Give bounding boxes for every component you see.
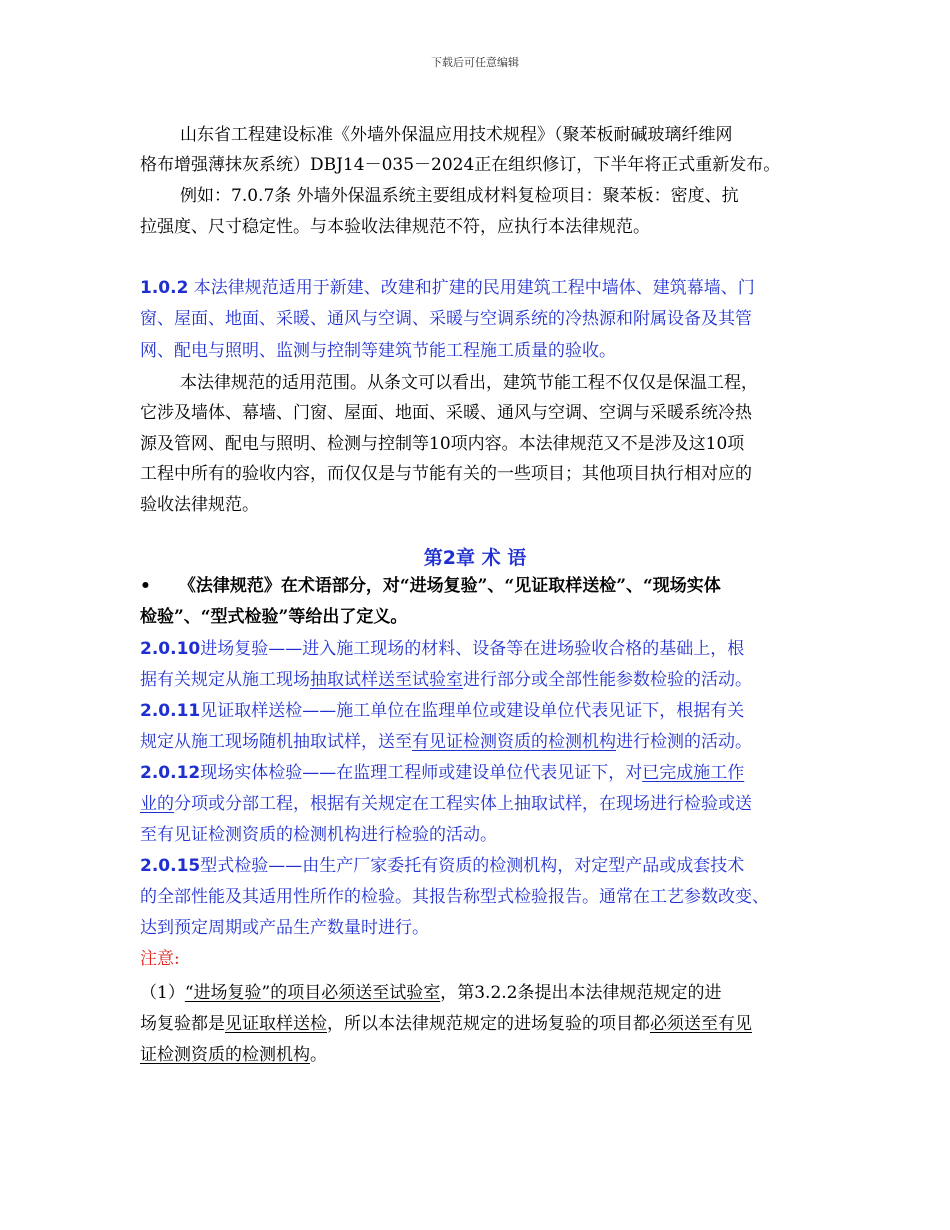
clause-text: 现场实体检验——在监理工程师或建设单位代表见证下，对 <box>200 763 643 783</box>
note-text: （1） <box>140 983 185 1003</box>
clause-2-0-15-line: 达到预定周期或产品生产数量时进行。 <box>140 918 429 938</box>
underlined-text: 有见证检测资质的检测机构 <box>412 732 616 752</box>
underlined-text: 见证取样送检 <box>225 1014 327 1034</box>
clause-2-0-10-line <box>140 638 744 660</box>
clause-2-0-12-line <box>140 762 744 784</box>
clause-1-0-2-line: 窗、屋面、地面、采暖、通风与空调、采暖与空调系统的冷热源和附属设备及其管 <box>140 309 752 329</box>
clause-number: 2.0.12 <box>140 763 201 783</box>
underlined-text: 已完成施工作 <box>642 763 745 783</box>
bullet-text: 《法律规范》在术语部分，对“进场复验”、“见证取样送检”、“现场实体 <box>178 576 721 596</box>
note-label: 注意: <box>140 949 180 969</box>
paragraph-line: 拉强度、尺寸稳定性。与本验收法律规范不符，应执行本法律规范。 <box>140 217 650 237</box>
clause-2-0-11-line <box>140 700 744 722</box>
paragraph-line: 山东省工程建设标准《外墙外保温应用技术规程》（聚苯板耐碱玻璃纤维网 <box>180 125 733 145</box>
clause-text: 据有关规定从施工现场 <box>140 670 310 690</box>
clause-number: 2.0.15 <box>140 856 201 876</box>
note-text: ，所以本法律规范规定的进场复验的项目都 <box>327 1014 650 1034</box>
paragraph-line: 本法律规范的适用范围。从条文可以看出，建筑节能工程不仅仅是保温工程， <box>180 373 758 393</box>
clause-text: 进场复验——进入施工现场的材料、设备等在进场验收合格的基础上，根 <box>200 639 745 659</box>
clause-number: 2.0.10 <box>140 639 201 659</box>
paragraph-line: 源及管网、配电与照明、检测与控制等10项内容。本法律规范又不是涉及这10项 <box>140 434 745 454</box>
chapter-title: 第2章 术 语 <box>423 547 527 569</box>
note-text: ，第3.2.2条提出本法律规范规定的进 <box>440 983 722 1003</box>
paragraph-line: 格布增强薄抹灰系统）DBJ14－035－2024正在组织修订，下半年将正式重新发布。 <box>140 155 781 175</box>
clause-2-0-12-line <box>140 793 752 815</box>
clause-number: 1.0.2 <box>140 278 189 298</box>
note-line <box>140 982 721 1004</box>
bullet-mark: • <box>140 576 151 596</box>
note-text: 。 <box>310 1045 327 1065</box>
paragraph-line: 它涉及墙体、幕墙、门窗、屋面、地面、采暖、通风与空调、空调与采暖系统冷热 <box>140 403 752 423</box>
clause-text: 型式检验——由生产厂家委托有资质的检测机构，对定型产品或成套技术 <box>200 856 745 876</box>
paragraph-line: 工程中所有的验收内容，而仅仅是与节能有关的一些项目；其他项目执行相对应的 <box>140 464 752 484</box>
page-header: 下载后可任意编辑 <box>431 56 519 69</box>
clause-1-0-2-line: 网、配电与照明、监测与控制等建筑节能工程施工质量的验收。 <box>140 341 616 361</box>
clause-1-0-2-line <box>140 277 755 299</box>
note-line <box>140 1013 752 1035</box>
underlined-text: “进场复验”的项目必须送至试验室 <box>184 983 441 1003</box>
bullet-line <box>140 575 721 597</box>
note-line <box>140 1044 327 1066</box>
clause-text: 进行检测的活动。 <box>616 732 752 752</box>
clause-text: 进行部分或全部性能参数检验的活动。 <box>463 670 752 690</box>
underlined-text: 证检测资质的检测机构 <box>140 1045 310 1065</box>
underlined-text: 业的 <box>140 794 174 814</box>
bullet-line: 检验”、“型式检验”等给出了定义。 <box>140 607 408 627</box>
underlined-text: 必须送至有见 <box>650 1014 752 1034</box>
clause-text: 本法律规范适用于新建、改建和扩建的民用建筑工程中墙体、建筑幕墙、门 <box>188 278 755 298</box>
clause-2-0-11-line <box>140 731 752 753</box>
clause-text: 见证取样送检——施工单位在监理单位或建设单位代表见证下，根据有关 <box>200 701 745 721</box>
underlined-text: 抽取试样送至试验室 <box>310 670 463 690</box>
paragraph-line: 例如：7.0.7条 外墙外保温系统主要组成材料复检项目：聚苯板：密度、抗 <box>180 186 739 206</box>
clause-2-0-10-line <box>140 669 752 691</box>
clause-text: 分项或分部工程，根据有关规定在工程实体上抽取试样，在现场进行检验或送 <box>174 794 752 814</box>
paragraph-line: 验收法律规范。 <box>140 495 259 515</box>
clause-text: 规定从施工现场随机抽取试样，送至 <box>140 732 412 752</box>
clause-number: 2.0.11 <box>140 701 201 721</box>
clause-2-0-12-line: 至有见证检测资质的检测机构进行检验的活动。 <box>140 825 497 845</box>
clause-2-0-15-line <box>140 855 744 877</box>
note-text: 场复验都是 <box>140 1014 225 1034</box>
clause-2-0-15-line: 的全部性能及其适用性所作的检验。其报告称型式检验报告。通常在工艺参数改变、 <box>140 887 769 907</box>
